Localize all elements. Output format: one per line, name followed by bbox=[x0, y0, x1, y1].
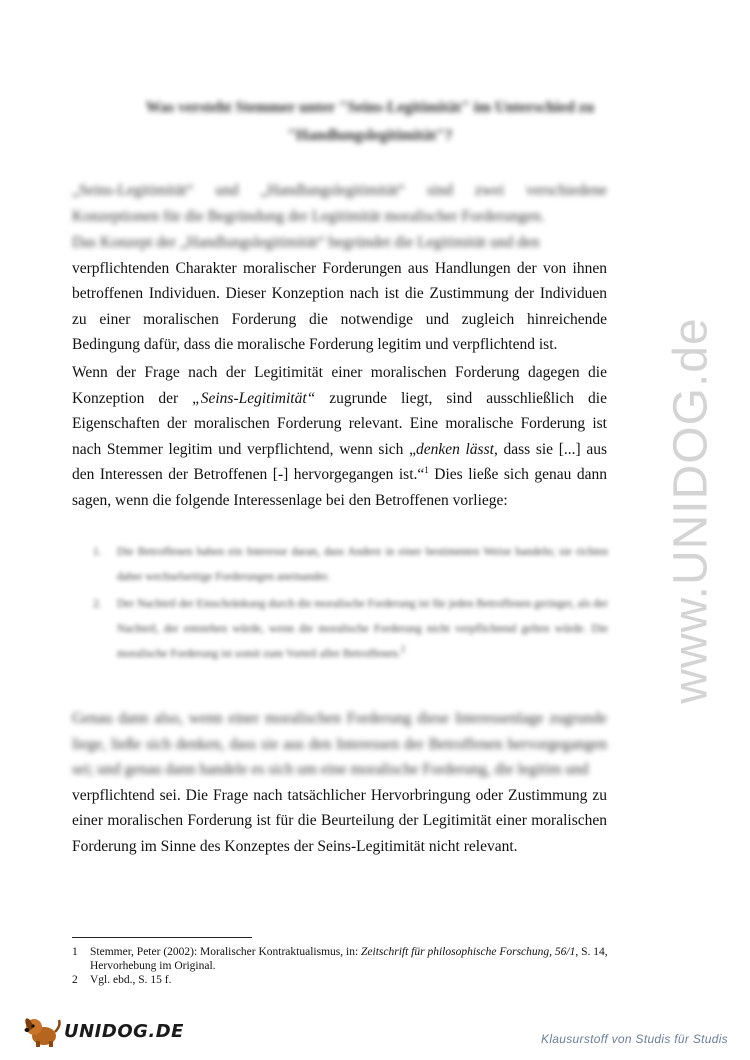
footnote-number: 1 bbox=[72, 946, 78, 958]
footnote-journal: Zeitschrift für philosophische Forschung, 56/1 bbox=[361, 946, 576, 958]
footnote-text-part: Stemmer, Peter (2002): Moralischer Kontraktualismus, in: bbox=[90, 946, 362, 958]
logo-wordmark: UNIDOG.DE bbox=[64, 1020, 184, 1042]
footnote-text bbox=[90, 945, 612, 973]
paragraph-handlungslegitimitaet bbox=[72, 230, 607, 358]
document-title bbox=[90, 94, 650, 150]
footnote bbox=[72, 945, 612, 973]
footnote-reference[interactable]: 1 bbox=[424, 464, 429, 475]
footnote bbox=[72, 973, 612, 987]
footnote-divider bbox=[72, 937, 252, 938]
footnote-number: 2 bbox=[72, 974, 78, 986]
list-text bbox=[117, 592, 608, 667]
list-item bbox=[93, 592, 608, 667]
list-text: Die Betroffenen haben ein Interesse daran, dass Andere in einer bestimmten Weise handeln; sie richten daher wechselseitige Forderungen aneinander. bbox=[117, 546, 608, 583]
list-number: 1. bbox=[93, 546, 102, 558]
list-item bbox=[93, 540, 608, 590]
emphasis-term: „Seins-Legitimität“ bbox=[192, 389, 316, 407]
paragraph-text: Dies ließe sich genau dann sagen, wenn die folgende Interessenlage bei den Betroffenen vorliege: bbox=[72, 466, 607, 509]
paragraph-text: zugrunde liegt, sind ausschließlich die Eigenschaften der moralischen Forderung relevant. Eine moralische Forderung ist nach Stemmer legitim und verpflichtend, wenn sich „ bbox=[72, 389, 607, 458]
footnote-text-part: , S. 14, Hervorhebung im Original. bbox=[90, 946, 608, 972]
title-line-1: Was versteht Stemmer unter "Seins-Legitimität" im Unterschied zu bbox=[145, 99, 595, 116]
paragraph-text: , dass sie [...] aus den Interessen der Betroffenen [-] hervorgegangen ist.“ bbox=[72, 440, 607, 483]
interest-conditions-list bbox=[93, 540, 608, 669]
paragraph-text: verpflichtend sei. Die Frage nach tatsächlicher Hervorbringung oder Zustimmung zu einer moralischen Forderung ist für die Beurteilung der Legitimität einer moralischen Forderung im Sinne des Konzeptes der Seins-Legitimität nicht relevant. bbox=[72, 786, 607, 855]
dog-icon bbox=[22, 1014, 62, 1048]
paragraph-blurred-line: Das Konzept der „Handlungslegitimität“ begründet die Legitimität und den bbox=[72, 234, 540, 251]
list-number: 2. bbox=[93, 598, 102, 610]
list-text-body: Der Nachteil der Einschränkung durch die moralische Forderung ist für jeden Betroffenen geringer, als der Nachteil, der entstehen würde, wenn die moralische Forderung nicht verpflichtend gelten würde. Die moralische Forderung ist somit zum Vorteil aller Betroffenen. bbox=[117, 598, 608, 660]
watermark-text: www.UNIDOG.de bbox=[664, 316, 718, 704]
watermark bbox=[606, 280, 750, 740]
intro-paragraph: „Seins-Legitimität“ und „Handlungslegitimität“ sind zwei verschiedene Konzeptionen für die Begründung der Legitimität moralischer Forderungen. bbox=[72, 182, 607, 225]
footnotes bbox=[72, 945, 612, 987]
paragraph-blurred-lines: Genau dann also, wenn einer moralischen Forderung diese Interessenlage zugrunde liege, ließe sich denken, dass sie aus den Interessen der Betroffenen hervorgegangen sei; und genau dann handele es sich um eine moralische Forderung, die legitim und bbox=[72, 710, 607, 778]
title-line-2: "Handlungslegitimität"? bbox=[287, 127, 453, 144]
footnote-text: Vgl. ebd., S. 15 f. bbox=[90, 974, 172, 986]
paragraph-conclusion bbox=[72, 706, 607, 859]
footer-tagline: Klausurstoff von Studis für Studis bbox=[541, 1032, 728, 1046]
emphasis-quote: denken lässt bbox=[415, 440, 494, 458]
paragraph-seins-legitimitaet bbox=[72, 360, 607, 513]
footnote-reference[interactable]: 2 bbox=[400, 644, 406, 655]
unidog-logo[interactable] bbox=[22, 1012, 184, 1050]
paragraph-text: verpflichtenden Charakter moralischer Forderungen aus Handlungen der von ihnen betroffenen Individuen. Dieser Konzeption nach ist die Zustimmung der Individuen zu einer moralischen Forderung die notwendige und zugleich hinreichende Bedingung dafür, dass die moralische Forderung legitim und verpflichtend ist. bbox=[72, 259, 607, 353]
paragraph-text: Wenn der Frage nach der Legitimität einer moralischen Forderung dagegen die Konzeption der bbox=[72, 364, 607, 407]
